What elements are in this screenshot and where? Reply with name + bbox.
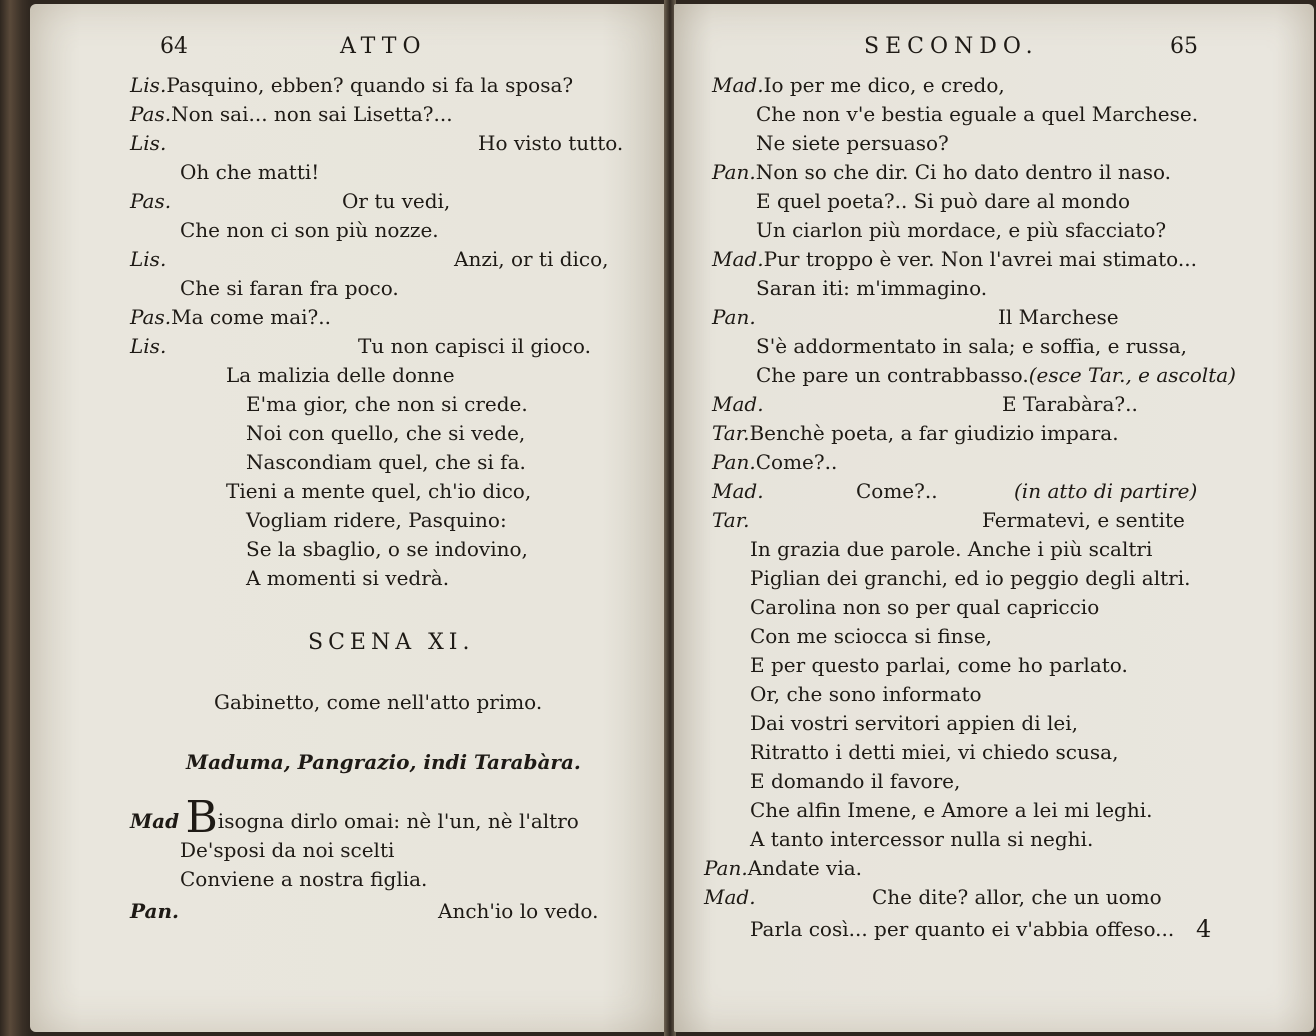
text-line: Mad.Pur troppo è ver. Non l'avrei mai stimato... (712, 247, 1197, 271)
drop-cap: B (185, 792, 218, 843)
text-line: E domando il favore, (750, 769, 961, 793)
text-line: Nascondiam quel, che si fa. (246, 450, 526, 474)
text-line: Fermatevi, e sentite (982, 508, 1185, 532)
text-line: Ne siete persuaso? (756, 131, 949, 155)
text-line: Mad. (704, 885, 756, 909)
text-line: Un ciarlon più mordace, e più sfacciato? (756, 218, 1167, 242)
text-line: E'ma gior, che non si crede. (246, 392, 528, 416)
text-line: La malizia delle donne (226, 363, 455, 387)
text-line: Anch'io lo vedo. (438, 899, 599, 923)
signature-mark: 4 (1196, 915, 1212, 943)
text-line: Che non v'e bestia eguale a quel Marchese. (756, 102, 1199, 126)
text-line: E Tarabàra?.. (1002, 392, 1138, 416)
left-page (30, 4, 666, 1032)
text-line: Che dite? allor, che un uomo (872, 885, 1162, 909)
text-line: Pas.Ma come mai?.. (130, 305, 331, 329)
text-line: Or, che sono informato (750, 682, 982, 706)
text-line: Anzi, or ti dico, (454, 247, 609, 271)
text-line: Parla così... per quanto ei v'abbia offeso... (750, 917, 1175, 941)
text-line: Il Marchese (998, 305, 1119, 329)
text-line: Pan. (712, 305, 756, 329)
text-line: Con me sciocca si finse, (750, 624, 993, 648)
running-head: ATTO (340, 34, 427, 59)
text-line: Noi con quello, che si vede, (246, 421, 526, 445)
text-line: Che si faran fra poco. (180, 276, 399, 300)
scene-setting: Gabinetto, come nell'atto primo. (214, 690, 543, 714)
text-line: Mad Bisogna dirlo omai: nè l'un, nè l'altro (130, 792, 579, 843)
text-line: S'è addormentato in sala; e soffia, e russa, (756, 334, 1188, 358)
text-line: In grazia due parole. Anche i più scaltri (750, 537, 1153, 561)
text-line: E quel poeta?.. Si può dare al mondo (756, 189, 1131, 213)
text-line: Or tu vedi, (342, 189, 451, 213)
text-line: Mad.Io per me dico, e credo, (712, 73, 1005, 97)
text-line: Saran iti: m'immagino. (756, 276, 988, 300)
text-line: Che alfin Imene, e Amore a lei mi leghi. (750, 798, 1153, 822)
scene-title: SCENA XI. (308, 630, 475, 655)
text-line: Tieni a mente quel, ch'io dico, (226, 479, 532, 503)
right-page (674, 4, 1314, 1032)
text-line: Pas.Non sai... non sai Lisetta?... (130, 102, 453, 126)
text-line: Pan.Andate via. (704, 856, 862, 880)
text-line: Lis.Pasquino, ebben? quando si fa la sposa? (130, 73, 574, 97)
text-line: Pan.Come?.. (712, 450, 838, 474)
text-line: A momenti si vedrà. (246, 566, 450, 590)
text-line: Ho visto tutto. (478, 131, 624, 155)
text-line: A tanto intercessor nulla si neghi. (750, 827, 1094, 851)
text-line: (in atto di partire) (1014, 479, 1198, 503)
text-line: Conviene a nostra figlia. (180, 867, 428, 891)
text-line: Vogliam ridere, Pasquino: (246, 508, 507, 532)
text-line: Tar. (712, 508, 750, 532)
text-line: Tu non capisci il gioco. (358, 334, 591, 358)
page-number: 64 (160, 34, 188, 59)
running-head: SECONDO. (864, 34, 1039, 59)
text-line: Pan. (130, 899, 179, 923)
text-line: Piglian dei granchi, ed io peggio degli altri. (750, 566, 1191, 590)
text-line: Che non ci son più nozze. (180, 218, 439, 242)
text-line: Lis. (130, 334, 167, 358)
text-line: Lis. (130, 247, 167, 271)
text-line: Pan.Non so che dir. Ci ho dato dentro il naso. (712, 160, 1172, 184)
page-number: 65 (1170, 34, 1198, 59)
text-line: Dai vostri servitori appien di lei, (750, 711, 1078, 735)
text-line: Oh che matti! (180, 160, 320, 184)
text-line: Ritratto i detti miei, vi chiedo scusa, (750, 740, 1119, 764)
text-line: Mad. (712, 392, 764, 416)
character-list: Maduma, Pangrazio, indi Tarabàra. (186, 750, 581, 774)
text-line: E per questo parlai, come ho parlato. (750, 653, 1128, 677)
text-line: Come?.. (856, 479, 938, 503)
text-line: Mad. (712, 479, 764, 503)
text-line: Pas. (130, 189, 172, 213)
text-line: Lis. (130, 131, 167, 155)
text-line: Tar.Benchè poeta, a far giudizio impara. (712, 421, 1119, 445)
text-line: Carolina non so per qual capriccio (750, 595, 1100, 619)
text-line: Se la sbaglio, o se indovino, (246, 537, 528, 561)
text-line: De'sposi da noi scelti (180, 838, 395, 862)
text-line: Che pare un contrabbasso.(esce Tar., e ascolta) (756, 363, 1236, 387)
